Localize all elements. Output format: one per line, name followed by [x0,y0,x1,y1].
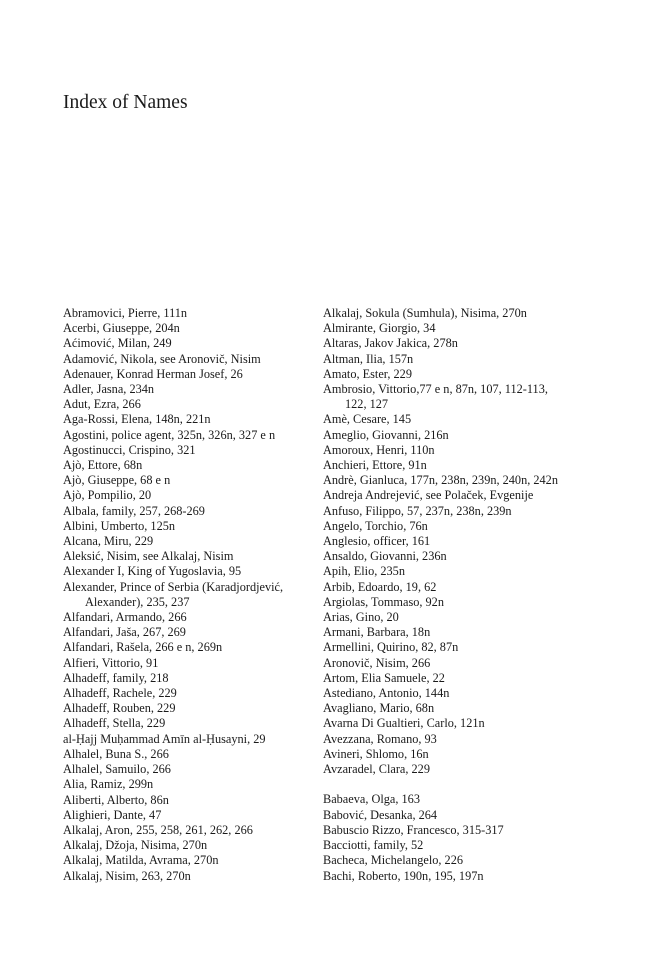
index-entry: Angelo, Torchio, 76n [323,518,428,533]
index-entry: Arbib, Edoardo, 19, 62 [323,579,437,594]
index-entry: Alfandari, Jaša, 267, 269 [63,625,186,640]
index-entry: Alfieri, Vittorio, 91 [63,655,159,670]
index-entry: Alkalaj, Aron, 255, 258, 261, 262, 266 [63,822,253,837]
index-entry: Alkalaj, Sokula (Sumhula), Nisima, 270n [323,306,527,320]
index-entry: Amè, Cesare, 145 [323,412,412,427]
index-entry: Anchieri, Ettore, 91n [323,458,427,473]
index-entry-line: Alexander), 235, 237 [85,594,190,609]
index-entry: Alhadeff, Rouben, 229 [63,701,176,716]
page-title: Index of Names [63,92,188,113]
index-entry: Altaras, Jakov Jakica, 278n [323,336,458,351]
index-entry: Aga-Rossi, Elena, 148n, 221n [63,412,211,427]
index-entry: Adler, Jasna, 234n [63,382,155,397]
index-entry: Andrè, Gianluca, 177n, 238n, 239n, 240n, 242n [323,473,558,488]
index-entry [63,580,313,610]
index-entry: Alfandari, Rašela, 266 e n, 269n [63,640,223,655]
index-entry: Albala, family, 257, 268-269 [63,503,205,518]
index-entry-line: 122, 127 [345,397,389,412]
index-entry: Arias, Gino, 20 [323,610,399,625]
index-entry: Adut, Ezra, 266 [63,397,141,412]
index-entry: Aleksić, Nisim, see Alkalaj, Nisim [63,549,234,564]
index-entry: Bacheca, Michelangelo, 226 [323,853,463,868]
index-entry: Alia, Ramiz, 299n [63,777,154,792]
index-entry: Altman, Ilia, 157n [323,351,414,366]
index-column-right [323,306,585,884]
index-entry: Alhalel, Buna S., 266 [63,746,169,761]
index-entry: Amoroux, Henri, 110n [323,442,435,457]
index-entry: Avezzana, Romano, 93 [323,731,437,746]
index-entry: Ajò, Pompilio, 20 [63,488,152,503]
index-entry: Avagliano, Mario, 68n [323,701,435,716]
index-entry: Ameglio, Giovanni, 216n [323,427,449,442]
index-entry: Aćimović, Milan, 249 [63,336,172,351]
index-column-left [63,306,313,884]
index-entry: Alhalel, Samuilo, 266 [63,762,171,777]
index-entry: Alighieri, Dante, 47 [63,807,162,822]
index-entry: Argiolas, Tommaso, 92n [323,594,444,609]
index-entry-line: Alexander, Prince of Serbia (Karadjordjević, [63,579,284,594]
index-entry: Avzaradel, Clara, 229 [323,762,430,777]
index-entry: Ansaldo, Giovanni, 236n [323,549,447,564]
index-entry: Agostinucci, Crispino, 321 [63,442,196,457]
index-entry: Anglesio, officer, 161 [323,534,431,549]
index-entry: Armani, Barbara, 18n [323,625,431,640]
index-entry: Alfandari, Armando, 266 [63,610,187,625]
index-entry: Ajò, Ettore, 68n [63,458,143,473]
index-entry: Alkalaj, Matilda, Avrama, 270n [63,853,219,868]
index-entry: Artom, Elia Samuele, 22 [323,670,445,685]
index-entry: Almirante, Giorgio, 34 [323,321,436,336]
index-entry: Adenauer, Konrad Herman Josef, 26 [63,366,243,381]
index-entry: Andreja Andrejević, see Polaček, Evgenije [323,488,534,503]
index-entry: Bachi, Roberto, 190n, 195, 197n [323,868,484,883]
index-entry-line: Ambrosio, Vittorio,77 e n, 87n, 107, 112-113, [323,382,548,397]
index-entry: Astediano, Antonio, 144n [323,686,450,701]
index-entry: Anfuso, Filippo, 57, 237n, 238n, 239n [323,503,512,518]
index-entry: Alhadeff, Stella, 229 [63,716,166,731]
index-entry: al-Ḥajj Muḥammad Amīn al-Ḥusayni, 29 [63,731,266,746]
index-entry: Babaeva, Olga, 163 [323,792,420,807]
index-entry: Albini, Umberto, 125n [63,518,176,533]
index-entry: Aliberti, Alberto, 86n [63,792,169,807]
index-entry: Aronovič, Nisim, 266 [323,655,431,670]
section-gap [323,777,585,792]
index-entry: Adamović, Nikola, see Aronovič, Nisim [63,351,261,366]
index-entry: Babović, Desanka, 264 [323,807,438,822]
index-entry: Amato, Ester, 229 [323,366,412,381]
index-entry: Abramovici, Pierre, 111n [63,306,188,320]
index-entry: Alhadeff, family, 218 [63,670,169,685]
index-entry [323,382,585,412]
index-entry: Babuscio Rizzo, Francesco, 315-317 [323,822,504,837]
index-entry: Alexander I, King of Yugoslavia, 95 [63,564,242,579]
index-entry: Bacciotti, family, 52 [323,838,424,853]
index-entry: Apih, Elio, 235n [323,564,405,579]
index-entry: Agostini, police agent, 325n, 326n, 327 e n [63,427,276,442]
index-entry: Avineri, Shlomo, 16n [323,746,429,761]
index-entry: Alcana, Miru, 229 [63,534,154,549]
index-entry: Alhadeff, Rachele, 229 [63,686,177,701]
index-entry: Alkalaj, Džoja, Nisima, 270n [63,838,208,853]
index-entry: Avarna Di Gualtieri, Carlo, 121n [323,716,485,731]
index-entry: Acerbi, Giuseppe, 204n [63,321,180,336]
index-entry: Ajò, Giuseppe, 68 e n [63,473,171,488]
index-entry: Alkalaj, Nisim, 263, 270n [63,868,191,883]
index-entry: Armellini, Quirino, 82, 87n [323,640,459,655]
